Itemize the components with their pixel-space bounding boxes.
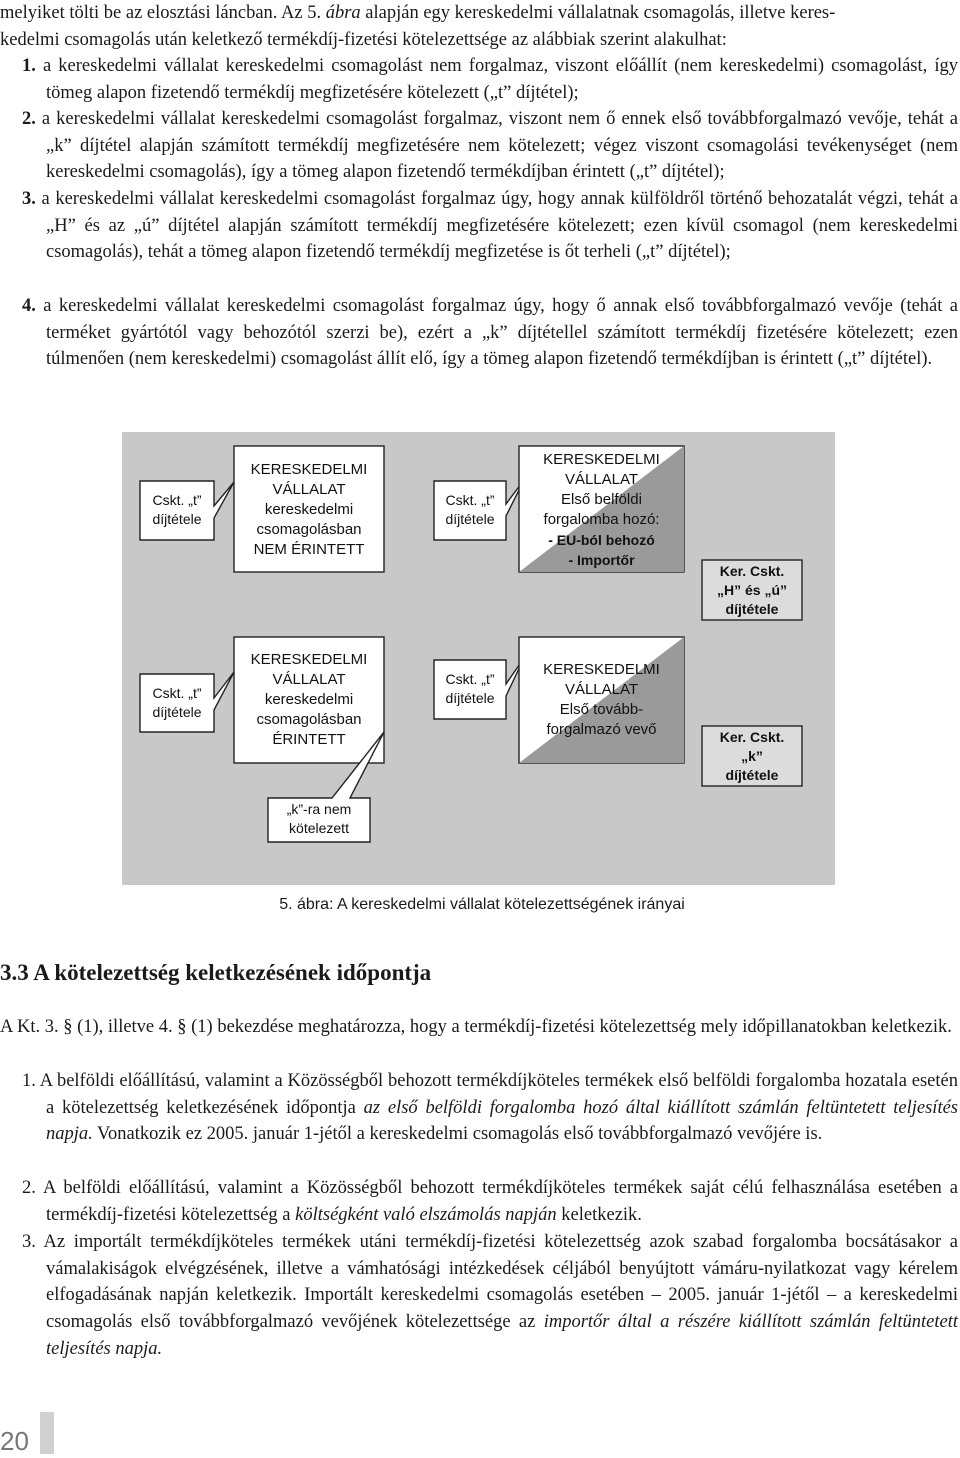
page-number-bar (40, 1412, 54, 1454)
list-item-text: a kereskedelmi vállalat kereskedelmi csomagolást forgalmaz úgy, hogy ő annak első továbbforgalmazó vevője (tehát a terméket gyártótól vagy behozótól szerzi be), ezért a „k” díjtétellel számított termékdíj fizetésére kötelezett; ezen túlmenően (nem kereskedelmi) csomagolást állít elő, így a tömeg alapon fizetendő termékdíjban is érintett („t” díjtétel). (43, 296, 958, 370)
box-1-text: KERESKEDELMI VÁLLALAT kereskedelmi csomagolásban NEM ÉRINTETT (250, 461, 368, 558)
diagram-figure (122, 432, 835, 885)
list-item (0, 106, 958, 186)
intro-text-line2: kedelmi csomagolás után keletkező termékdíj-fizetési kötelezettsége az alábbiak szerint alakulhat: (0, 29, 727, 50)
box-2-text: KERESKEDELMI VÁLLALAT Első belföldi forgalomba hozó: - EU-ból behozó - Importőr (543, 451, 660, 568)
list-item-number: 1. (22, 1071, 36, 1091)
section-intro: A Kt. 3. § (1), illetve 4. § (1) bekezdése meghatározza, hogy a termékdíj-fizetési kötelezettség mely időpillanatokban keletkezik. (0, 1017, 952, 1037)
box-4-text: KERESKEDELMI VÁLLALAT Első tovább- forgalmazó vevő (543, 661, 660, 738)
list-item: 1. A belföldi előállítású, valamint a Közösségből behozott termékdíjköteles termékek első belföldi forgalomba hozatala esetén a kötelezettség keletkezésének időpontja az első belföldi forgalomba hozó által kiállított számlán feltüntetett teljesítés napja. Vonatkozik ez 2005. január 1-jétől a kereskedelmi csomagolás első továbbforgalmazó vevőjére is. (22, 1071, 958, 1145)
list-item-number: 3. (22, 189, 36, 209)
list-item-text: a kereskedelmi vállalat kereskedelmi csomagolást nem forgalmaz, viszont előállít (nem kereskedelmi) csomagolást, így tömeg alapon fizetendő termékdíj megfizetésére kötelezett („t” díjtétel); (42, 56, 959, 103)
intro-text-a: melyiket tölti be az elosztási láncban. Az 5. (0, 3, 326, 23)
list-item: 2. A belföldi előállítású, valamint a Közösségből behozott termékdíjköteles termékek saját célú felhasználása esetében a termékdíj-fizetési kötelezettség a költségként való elszámolás napján keletkezik. (22, 1178, 958, 1225)
page-number: 20 (0, 1426, 29, 1456)
list-item-number: 1. (22, 56, 36, 76)
callout-2-text: Cskt. „t” díjtétele (445, 492, 495, 527)
bottom-callout-text: „k”-ra nem kötelezett (286, 801, 352, 836)
callout-4-text: Cskt. „t” díjtétele (445, 671, 495, 706)
list-item (0, 186, 958, 266)
right-box-2-text: Ker. Cskt. „k” díjtétele (719, 729, 785, 783)
intro-paragraph (0, 0, 958, 53)
list-item-text: a kereskedelmi vállalat kereskedelmi csomagolást forgalmaz, viszont nem ő ennek első továbbforgalmazó vevője, tehát a „k” díjtétel alapján számított termékdíj megfizetésére nem kötelezett; végez viszont csomagolási tevékenységet (nem kereskedelmi csomagolás), így a tömeg alapon fizetendő termékdíjban érintett („t” díjtétel); (41, 109, 959, 183)
list-item-number: 4. (22, 296, 36, 316)
list-item (0, 53, 958, 106)
box-3-text: KERESKEDELMI VÁLLALAT kereskedelmi csomagolásban ÉRINTETT (250, 651, 368, 748)
intro-text-b: alapján egy kereskedelmi vállalatnak csomagolás, illetve keres- (360, 3, 836, 23)
list-item (0, 293, 958, 373)
list-item-number: 2. (22, 109, 36, 129)
intro-text-italic: ábra (325, 3, 361, 23)
list-item: 3. Az importált termékdíjköteles termékek utáni termékdíj-fizetési kötelezettség azok szabad forgalomba bocsátásakor a vámalakiságok elvégzésének, illetve a vámhatósági intézkedések céljából benyújtott vámáru-nyilatkozat vagy kérelem elfogadásának napján keletkezik. Importált kereskedelmi csomagolás esetében – 2005. január 1-jétől – a kereskedelmi csomagolás első továbbforgalmazó vevőjének kötelezettsége az importőr által a részére kiállított számlán feltüntetett teljesítés napja. (22, 1232, 959, 1359)
callout-3-text: Cskt. „t” díjtétele (152, 685, 202, 720)
list-item-text: a kereskedelmi vállalat kereskedelmi csomagolást forgalmaz úgy, hogy annak külföldről történő behozatalát végzi, tehát a „H” és az „ú” díjtétel alapján számított termékdíj megfizetésére kötelezett; ezen kívül csomagol (nem kereskedelmi csomagolás), tehát a tömeg alapon fizetendő termékdíj megfizetése is őt terheli („t” díjtétel); (41, 189, 958, 263)
callout-1-text: Cskt. „t” díjtétele (152, 492, 202, 527)
right-box-1-text: Ker. Cskt. „H” és „ú” díjtétele (716, 563, 787, 617)
figure-caption: 5. ábra: A kereskedelmi vállalat kötelezettségének irányai (279, 896, 685, 913)
list-item-number: 2. (22, 1178, 36, 1198)
list-item-number: 3. (22, 1232, 36, 1252)
section-heading: 3.3 A kötelezettség keletkezésének időpontja (0, 960, 432, 985)
